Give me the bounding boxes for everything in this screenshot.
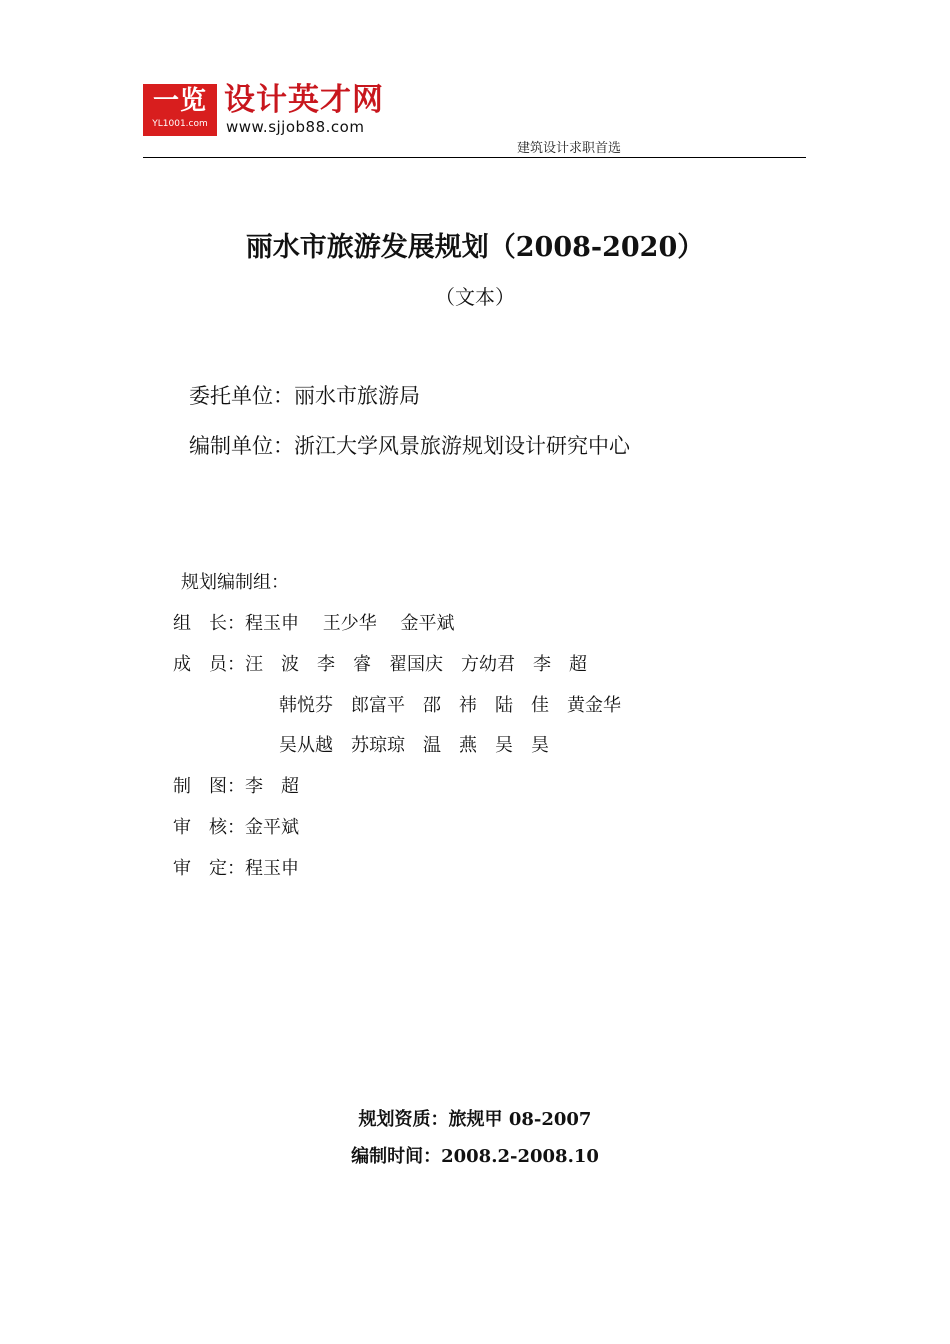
- logo-sub-text: YL1001.com: [152, 119, 208, 129]
- logo-main-text: 一览: [152, 86, 207, 116]
- client-unit-line: [189, 381, 420, 411]
- client-label: 委托单位：: [189, 384, 294, 408]
- team-members-line-1: 成 员：汪 波 李 睿 翟国庆 方幼君 李 超: [173, 654, 587, 675]
- team-members-line-3: 吴从越 苏琼琼 温 燕 吴 昊: [279, 735, 549, 756]
- header-divider: [143, 157, 806, 158]
- brand-name: 设计英才网: [224, 82, 384, 118]
- team-approval-line: 审 定：程玉申: [173, 858, 299, 879]
- client-value: 丽水市旅游局: [294, 384, 420, 408]
- qualification-line: 规划资质：旅规甲 08-2007: [358, 1109, 592, 1130]
- team-members-line-2: 韩悦芬 郎富平 邵 祎 陆 佳 黄金华: [279, 695, 621, 716]
- document-subtitle: （文本）: [435, 285, 515, 309]
- header-tagline: 建筑设计求职首选: [517, 141, 622, 156]
- brand-url: www.sjjob88.com: [226, 118, 365, 136]
- document-title: 丽水市旅游发展规划（2008-2020）: [245, 232, 705, 263]
- team-heading: 规划编制组：: [181, 572, 289, 593]
- logo-box: [143, 84, 217, 136]
- compile-date-line: 编制时间：2008.2-2008.10: [351, 1146, 599, 1167]
- team-leader-line: 组 长：程玉申 王少华 金平斌: [173, 613, 455, 634]
- editor-label: 编制单位：: [189, 434, 294, 458]
- editor-value: 浙江大学风景旅游规划设计研究中心: [294, 434, 630, 458]
- team-review-line: 审 核：金平斌: [173, 817, 299, 838]
- team-drawing-line: 制 图：李 超: [173, 776, 299, 797]
- editor-unit-line: [189, 431, 630, 461]
